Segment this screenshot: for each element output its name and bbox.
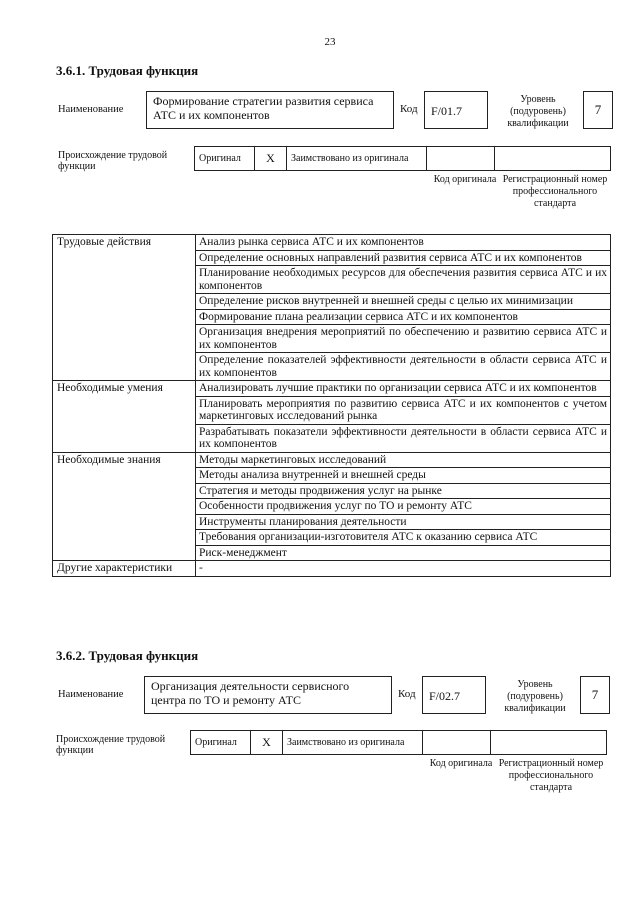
table-row: Особенности продвижения услуг по ТО и ремонту АТС: [196, 499, 611, 515]
table-row: Формирование плана реализации сервиса АТС и их компонентов: [196, 309, 611, 325]
name-label-1: Наименование: [58, 104, 124, 115]
borrowed-label: Заимствовано из оригинала: [287, 147, 427, 171]
table-row: Организация внедрения мероприятий по обеспечению и развитию сервиса АТС и их компонентов: [196, 325, 611, 353]
original-mark: X: [255, 147, 287, 171]
table-row: Требования организации-изготовителя АТС к оказанию сервиса АТС: [196, 530, 611, 546]
table-row: Планирование необходимых ресурсов для обеспечения развития сервиса АТС и их компонентов: [196, 266, 611, 294]
level-label-2: Уровень (подуровень) квалификации: [504, 679, 566, 714]
origin-label-2: Происхождение трудовой функции: [56, 734, 166, 756]
labor-function-table: [52, 234, 611, 577]
function-name-box-1: Формирование стратегии развития сервиса АТС и их компонентов: [146, 91, 394, 129]
code-original-label-2: Код оригинала: [429, 758, 493, 769]
code-original-label-1: Код оригинала: [433, 174, 497, 185]
table-row: Планировать мероприятия по развитию сервиса АТС и их компонентов с учетом маркетинговых исследований рынка: [196, 396, 611, 424]
original-mark: X: [251, 731, 283, 755]
function-code-box-2: F/02.7: [422, 676, 486, 714]
function-name-box-2: Организация деятельности сервисного центра по ТО и ремонту АТС: [144, 676, 392, 714]
table-row: Определение рисков внутренней и внешней среды с целью их минимизации: [196, 294, 611, 310]
table-row: Разрабатывать показатели эффективности деятельности в области сервиса АТС и их компонентов: [196, 424, 611, 452]
code-original-cell: [427, 147, 495, 171]
table-row: Анализ рынка сервиса АТС и их компонентов: [196, 235, 611, 251]
reg-number-label-1: Регистрационный номер профессионального стандарта: [502, 174, 608, 209]
code-original-cell: [423, 731, 491, 755]
level-label-1: Уровень (подуровень) квалификации: [507, 94, 569, 129]
table-row: Методы маркетинговых исследований: [196, 452, 611, 468]
code-label-1: Код: [400, 103, 418, 115]
origin-table-2: [190, 730, 607, 755]
reg-number-label-2: Регистрационный номер профессионального стандарта: [498, 758, 604, 793]
other-characteristics-value: -: [196, 561, 611, 577]
name-label-2: Наименование: [58, 689, 124, 700]
page-number: 23: [324, 36, 336, 48]
table-row: Определение показателей эффективности деятельности в области сервиса АТС и их компонентов: [196, 353, 611, 381]
labor-actions-label: Трудовые действия: [53, 235, 196, 381]
level-value-box-2: 7: [580, 676, 610, 714]
table-row: Риск-менеджмент: [196, 545, 611, 561]
other-characteristics-label: Другие характеристики: [53, 561, 196, 577]
table-row: Определение основных направлений развития сервиса АТС и их компонентов: [196, 250, 611, 266]
level-value-box-1: 7: [583, 91, 613, 129]
code-label-2: Код: [398, 688, 416, 700]
table-row: Стратегия и методы продвижения услуг на рынке: [196, 483, 611, 499]
borrowed-label: Заимствовано из оригинала: [283, 731, 423, 755]
origin-label-1: Происхождение трудовой функции: [58, 150, 168, 172]
table-row: Анализировать лучшие практики по организации сервиса АТС и их компонентов: [196, 381, 611, 397]
reg-number-cell: [495, 147, 611, 171]
table-row: Инструменты планирования деятельности: [196, 514, 611, 530]
section-heading-2: 3.6.2. Трудовая функция: [56, 648, 199, 663]
reg-number-cell: [491, 731, 607, 755]
original-label: Оригинал: [191, 731, 251, 755]
table-row: Методы анализа внутренней и внешней среды: [196, 468, 611, 484]
required-knowledge-label: Необходимые знания: [53, 452, 196, 561]
required-skills-label: Необходимые умения: [53, 381, 196, 453]
origin-table-1: [194, 146, 611, 171]
section-heading-1: 3.6.1. Трудовая функция: [56, 63, 199, 78]
function-code-box-1: F/01.7: [424, 91, 488, 129]
original-label: Оригинал: [195, 147, 255, 171]
